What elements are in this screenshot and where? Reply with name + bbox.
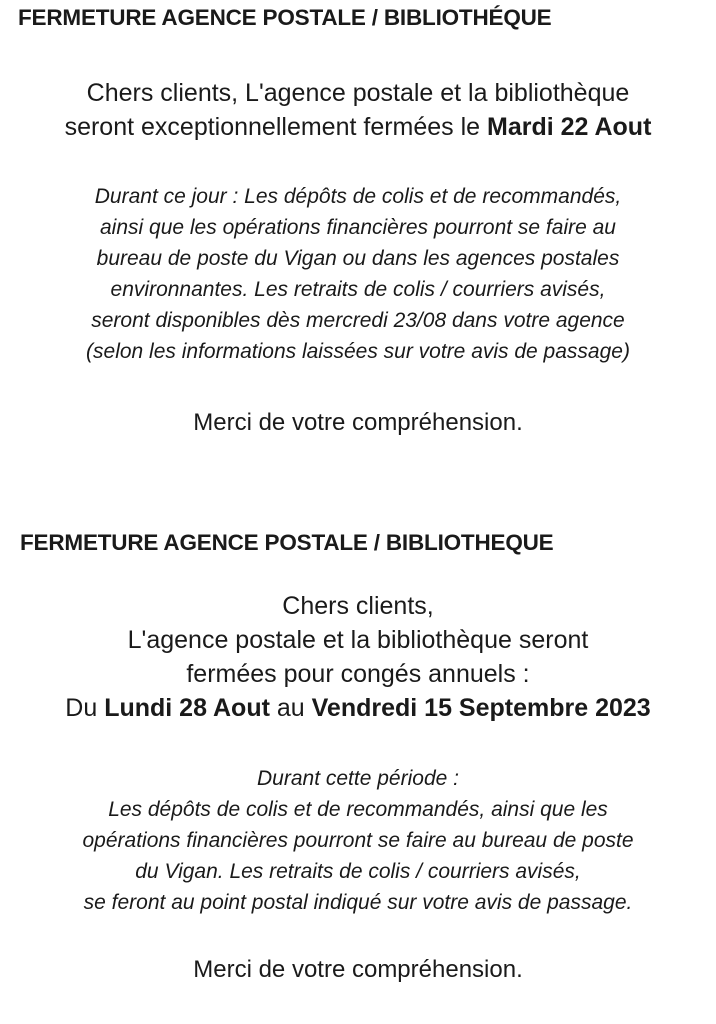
details-line: (selon les informations laissées sur votre avis de passage) [86, 340, 630, 363]
notice-details [0, 181, 716, 367]
details-line: se feront au point postal indiqué sur votre avis de passage. [83, 891, 633, 914]
notice-lead [0, 589, 716, 725]
closure-period-line [0, 691, 716, 725]
lead-line [0, 110, 716, 144]
details-line: bureau de poste du Vigan ou dans les agences postales [96, 247, 620, 270]
notice-details [0, 763, 716, 918]
lead-line: fermées pour congés annuels : [186, 660, 530, 688]
thanks-text: Merci de votre compréhension. [193, 956, 523, 983]
closure-date: Mardi 22 Aout [487, 113, 652, 141]
start-date: Lundi 28 Aout [104, 694, 270, 722]
notice-lead [0, 76, 716, 144]
end-date: Vendredi 15 Septembre 2023 [311, 694, 651, 722]
details-line: Les dépôts de colis et de recommandés, ainsi que les [108, 798, 608, 821]
lead-line: Chers clients, L'agence postale et la bibliothèque [86, 79, 630, 107]
details-line: opérations financières pourront se faire au bureau de poste [82, 829, 634, 852]
lead-line: Chers clients, [282, 592, 434, 620]
details-line: environnantes. Les retraits de colis / courriers avisés, [110, 278, 606, 301]
closure-notice-august-22 [0, 0, 716, 439]
lead-line: L'agence postale et la bibliothèque seront [127, 626, 589, 654]
thanks-text: Merci de votre compréhension. [193, 409, 523, 436]
details-line: Durant cette période : [257, 767, 459, 790]
lead-text: seront exceptionnellement fermées le [64, 113, 488, 141]
closure-notice-annual-leave [0, 525, 716, 986]
period-from-word: Du [65, 694, 105, 722]
details-line: seront disponibles dès mercredi 23/08 dans votre agence [91, 309, 625, 332]
period-to-word: au [269, 694, 312, 722]
details-line: Durant ce jour : Les dépôts de colis et de recommandés, [94, 185, 622, 208]
details-line: du Vigan. Les retraits de colis / courriers avisés, [135, 860, 581, 883]
details-line: ainsi que les opérations financières pourront se faire au [100, 216, 616, 239]
notice-title: FERMETURE AGENCE POSTALE / BIBLIOTHÉQUE [18, 5, 552, 30]
notice-title: FERMETURE AGENCE POSTALE / BIBLIOTHEQUE [20, 530, 554, 555]
